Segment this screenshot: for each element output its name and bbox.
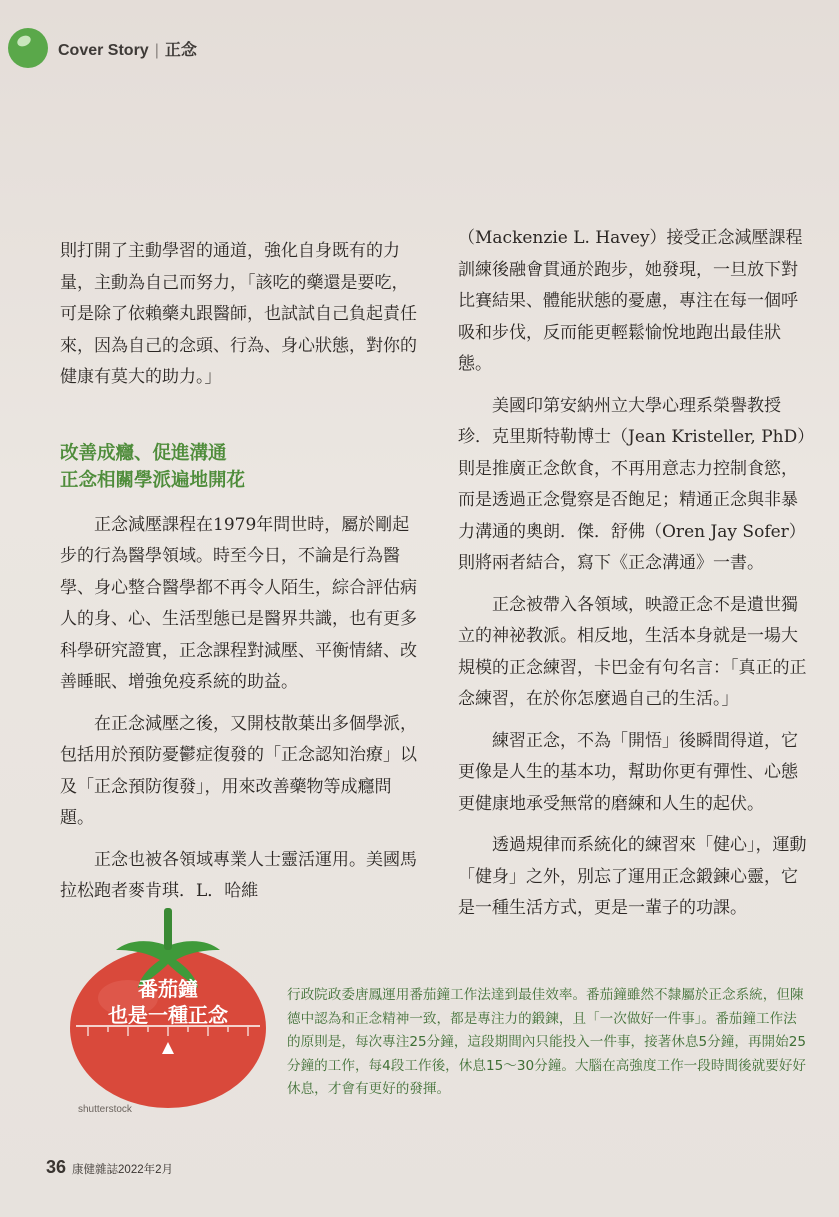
intro-paragraph: 則打開了主動學習的通道，強化自身既有的力量，主動為自己而努力，「該吃的藥還是要吃，可是除了依賴藥丸跟醫師，也試試自己負起責任來，因為自己的念頭、行為、身心狀態，對你的健康有莫大的助力。」 (60, 241, 417, 387)
page-number: 36 (46, 1157, 67, 1177)
photo-credit: shutterstock (78, 1104, 132, 1115)
green-circle-logo-icon (8, 28, 48, 68)
body-paragraph: 透過規律而系統化的練習來「健心」，運動「健身」之外，別忘了運用正念鍛鍊心靈，它是一種生活方式，更是一輩子的功課。 (458, 835, 807, 918)
body-paragraph: 在正念減壓之後，又開枝散葉出多個學派，包括用於預防憂鬱症復發的「正念認知治療」以及「正念預防復發」，用來改善藥物等成癮問題。 (60, 713, 417, 828)
page-header (8, 26, 197, 70)
left-column (60, 236, 418, 918)
right-column (458, 223, 810, 935)
section-subheading (60, 440, 418, 494)
tomato-title (68, 976, 268, 1028)
section-label (58, 37, 197, 60)
body-paragraph: （Mackenzie L. Havey）接受正念減壓課程訓練後融會貫通於跑步，她發現，一旦放下對比賽結果、體能狀態的憂慮，專注在每一個呼吸和步伐，反而能更輕鬆愉悅地跑出最佳狀態。 (458, 228, 803, 374)
body-paragraph: 正念被帶入各領域，映證正念不是遺世獨立的神祕教派。相反地，生活本身就是一場大規模的正念練習，卡巴金有句名言：「真正的正念練習，在於你怎麼過自己的生活。」 (458, 594, 807, 709)
body-paragraph: 正念減壓課程在1979年問世時，屬於剛起步的行為醫學領域。時至今日，不論是行為醫學、身心整合醫學都不再令人陌生，綜合評估病人的身、心、生活型態已是醫界共識，也有更多科學研究證實，正念課程對減壓、平衡情緒、改善睡眠、增強免疫系統的助益。 (60, 514, 417, 692)
page-footer (46, 1157, 173, 1178)
subheading-line-1: 改善成癮、促進溝通 (60, 442, 227, 464)
section-name: Cover Story (58, 41, 149, 59)
sidebar-callout-text: 行政院政委唐鳳運用番茄鐘工作法達到最佳效率。番茄鐘雖然不隸屬於正念系統，但陳德中認為和正念精神一致，都是專注力的鍛鍊，且「一次做好一件事」。番茄鐘工作法的原則是，每次專注25分鐘，這段期間內只能投入一件事，接著休息5分鐘，再開始25分鐘的工作，每4段工作後，休息15～30分鐘。大腦在高強度工作一段時間後就要好好休息，才會有更好的發揮。 (287, 987, 807, 1097)
section-topic: 正念 (164, 41, 197, 59)
body-paragraph: 練習正念，不為「開悟」後瞬間得道，它更像是人生的基本功，幫助你更有彈性、心態更健康地承受無常的磨練和人生的起伏。 (458, 730, 798, 814)
magazine-issue: 康健雜誌2022年2月 (72, 1164, 174, 1176)
body-paragraph: 正念也被各領域專業人士靈活運用。美國馬拉松跑者麥肯琪．L．哈維 (60, 849, 417, 901)
header-divider: | (154, 41, 159, 59)
subheading-line-2: 正念相關學派遍地開花 (60, 469, 246, 491)
tomato-title-line-2: 也是一種正念 (108, 1003, 228, 1027)
body-paragraph: 美國印第安納州立大學心理系榮譽教授珍．克里斯特勒博士（Jean Kristeller, PhD）則是推廣正念飲食，不再用意志力控制食慾，而是透過正念覺察是否飽足；精通正念與非暴力溝通的奧朗．傑．舒佛（Oren Jay Sofer）則將兩者結合，寫下《正念溝通》一書。 (458, 395, 806, 573)
tomato-title-line-1: 番茄鐘 (138, 977, 198, 1001)
tomato-timer-illustration (68, 898, 268, 1110)
